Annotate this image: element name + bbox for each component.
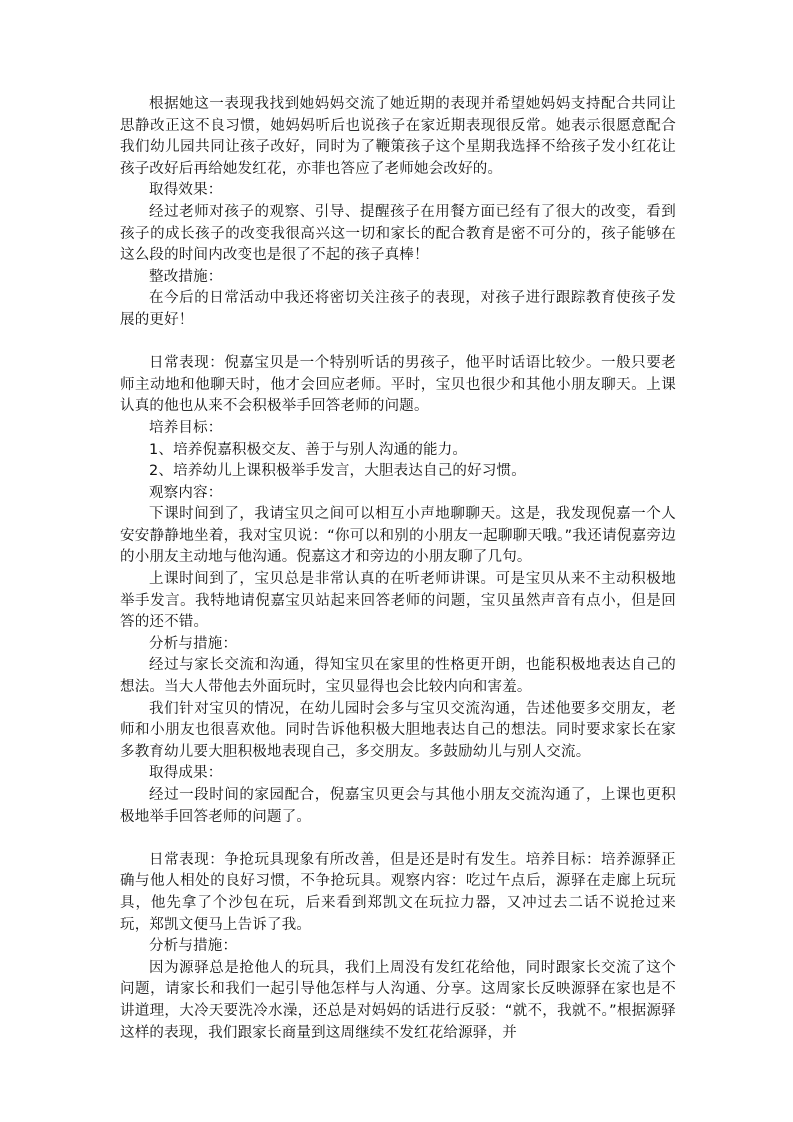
paragraph: 日常表现：倪嘉宝贝是一个特别听话的男孩子，他平时话语比较少。一般只要老师主动地和他聊天时，他才会回应老师。平时，宝贝也很少和其他小朋友聊天。上课认真的他也从来不会积极举手回答老师的问题。: [120, 355, 676, 415]
list-item: 2、培养幼儿上课积极举手发言，大胆表达自己的好习惯。: [149, 463, 526, 480]
list-item: 1、培养倪嘉积极交友、善于与别人沟通的能力。: [149, 441, 468, 458]
paragraph: 根据她这一表现我找到她妈妈交流了她近期的表现并希望她妈妈支持配合共同让思静改正这不良习惯，她妈妈听后也说孩子在家近期表现很反常。她表示很愿意配合我们幼儿园共同让孩子改好，同时为了鞭策孩子这个星期我选择不给孩子发小红花让孩子改好后再给她发红花，亦菲也答应了老师她会改好的。: [120, 96, 676, 177]
paragraph: 我们针对宝贝的情况，在幼儿园时会多与宝贝交流沟通，告述他要多交朋友，老师和小朋友也很喜欢他。同时告诉他积极大胆地表达自己的想法。同时要求家长在家多教育幼儿要大胆积极地表现自己，多交朋友。多鼓励幼儿与别人交流。: [120, 700, 676, 760]
paragraph: 日常表现：争抢玩具现象有所改善，但是还是时有发生。培养目标：培养源驿正确与他人相处的良好习惯，不争抢玩具。观察内容：吃过午点后，源驿在走廊上玩玩具，他先拿了个沙包在玩，后来看到郑凯文在玩拉力器，又冲过去二话不说抢过来玩，郑凯文便马上告诉了我。: [120, 851, 676, 933]
paragraph: 因为源驿总是抢他人的玩具，我们上周没有发红花给他，同时跟家长交流了这个问题，请家长和我们一起引导他怎样与人沟通、分享。这周家长反映源驿在家也是不讲道理，大冷天要洗冷水澡，还总是对妈妈的话进行反驳：“就不，我就不。”根据源驿这样的表现，我们跟家长商量到这周继续不发红花给源驿，并: [120, 959, 676, 1041]
section-heading: 培养目标：: [149, 419, 223, 436]
paragraph: 在今后的日常活动中我还将密切关注孩子的表现，对孩子进行跟踪教育使孩子发展的更好！: [120, 290, 676, 328]
paragraph: 经过与家长交流和沟通，得知宝贝在家里的性格更开朗，也能积极地表达自己的想法。当大人带他去外面玩时，宝贝显得也会比较内向和害羞。: [120, 657, 676, 696]
paragraph: 经过老师对孩子的观察、引导、提醒孩子在用餐方面已经有了很大的改变，看到孩子的成长孩子的改变我很高兴这一切和家长的配合教育是密不可分的，孩子能够在这么段的时间内改变也是很了不起的孩子真棒！: [120, 203, 676, 264]
paragraph: 经过一段时间的家园配合，倪嘉宝贝更会与其他小朋友交流沟通了，上课也更积极地举手回答老师的问题了。: [120, 787, 676, 825]
section-heading: 分析与措施：: [149, 635, 238, 652]
section-heading: 观察内容：: [149, 484, 223, 501]
blank-line: [120, 332, 676, 354]
section-heading: 整改措施：: [149, 268, 223, 285]
section-heading: 分析与措施：: [149, 938, 238, 955]
paragraph: 上课时间到了，宝贝总是非常认真的在听老师讲课。可是宝贝从来不主动积极地举手发言。我特地请倪嘉宝贝站起来回答老师的问题，宝贝虽然声音有点小，但是回答的还不错。: [120, 571, 676, 631]
blank-line: [120, 828, 676, 850]
paragraph: 下课时间到了，我请宝贝之间可以相互小声地聊聊天。这是，我发现倪嘉一个人安安静静地坐着，我对宝贝说：“你可以和别的小朋友一起聊聊天哦。”我还请倪嘉旁边的小朋友主动地与他沟通。倪嘉这才和旁边的小朋友聊了几句。: [120, 506, 676, 566]
section-heading: 取得效果：: [149, 182, 223, 199]
document-page: [120, 94, 676, 1044]
section-heading: 取得成果：: [149, 765, 223, 782]
